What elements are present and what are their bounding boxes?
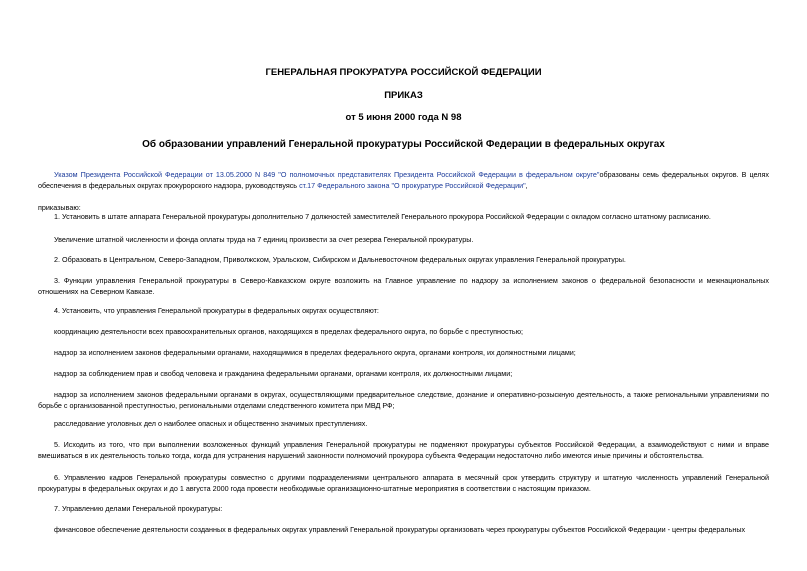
doc-date-number: от 5 июня 2000 года N 98 (345, 112, 462, 123)
paragraph-1: 1. Установить в штате аппарата Генеральной прокуратуры дополнительно 7 должностей заместителей Генерального прокурора Российской Федерации с окладом согласно штатному расписанию. (54, 212, 711, 221)
paragraph-4a: координацию деятельности всех правоохранительных органов, находящихся в пределах федерального округа, по борьбе с преступностью; (54, 327, 524, 336)
paragraph-5: 5. Исходить из того, что при выполнении возложенных функций управления Генеральной прокуратуры не подменяют прокуратуры субъектов Российской Федерации, а взаимодействуют с ними и вправе вмешиваться в их деятельность только тогда, когда для устранения нарушений законности полномочий прокурора субъекта Федерации недостаточно либо имеются иные причины и обстоятельства. (38, 440, 769, 460)
preamble-text-2: , (525, 180, 528, 190)
preamble-paragraph (38, 170, 769, 191)
paragraph-4: 4. Установить, что управления Генеральной прокуратуры в федеральных округах осуществляют: (54, 306, 379, 315)
preamble-text-1: образованы семь федеральных округов. В целях обеспечения в федеральных округах прокурорского надзора, руководствуясь (38, 170, 769, 190)
paragraph-4e: расследование уголовных дел о наиболее опасных и общественно значимых преступлениях. (54, 419, 368, 428)
order-word: приказываю: (38, 203, 81, 212)
doc-title: Об образовании управлений Генеральной прокуратуры Российской Федерации в федеральных округах (142, 139, 665, 150)
paragraph-4b: надзор за исполнением законов федеральными органами, находящимися в пределах федерального округа, органами контроля, их должностными лицами; (54, 348, 576, 357)
paragraph-4d: надзор за исполнением законов федеральными органами в округах, осуществляющими предварительное следствие, дознание и оперативно-розыскную деятельность, а также региональными управлениями по борьбе с организованной преступностью, региональными отделами следственного комитета при МВД РФ; (38, 390, 769, 410)
paragraph-3: 3. Функции управления Генеральной прокуратуры в Северо-Кавказском округе возложить на Главное управление по надзору за исполнением законов о федеральной безопасности и межнациональных отношениях на Северном Кавказе. (38, 276, 769, 296)
law-link[interactable]: ст.17 Федерального закона "О прокуратуре Российской Федерации" (299, 180, 526, 190)
paragraph-1b: Увеличение штатной численности и фонда оплаты труда на 7 единиц произвести за счет резерва Генеральной прокуратуры. (54, 235, 474, 244)
doc-type: ПРИКАЗ (384, 90, 423, 101)
decree-link[interactable]: Указом Президента Российской Федерации от 13.05.2000 N 849 "О полномочных представителях Президента Российской Федерации в федеральном округе" (54, 170, 600, 179)
paragraph-7a: финансовое обеспечение деятельности созданных в федеральных округах управлений Генеральной прокуратуры организовать через прокуратуры субъектов Российской Федерации - центры федеральных (54, 525, 746, 534)
paragraph-7: 7. Управлению делами Генеральной прокуратуры: (54, 504, 223, 513)
paragraph-2: 2. Образовать в Центральном, Северо-Западном, Приволжском, Уральском, Сибирском и Дальневосточном федеральных округах управления Генеральной прокуратуры. (54, 255, 626, 264)
org-name: ГЕНЕРАЛЬНАЯ ПРОКУРАТУРА РОССИЙСКОЙ ФЕДЕРАЦИИ (265, 67, 542, 78)
paragraph-4c: надзор за соблюдением прав и свобод человека и гражданина федеральными органами, органами контроля, их должностными лицами; (54, 369, 513, 378)
paragraph-6: 6. Управлению кадров Генеральной прокуратуры совместно с другими подразделениями центрального аппарата в месячный срок утвердить структуру и штатную численность управлений Генеральной прокуратуры в федеральных округах и до 1 августа 2000 года провести необходимые организационно-штатные мероприятия в соответствии с настоящим приказом. (38, 473, 769, 493)
